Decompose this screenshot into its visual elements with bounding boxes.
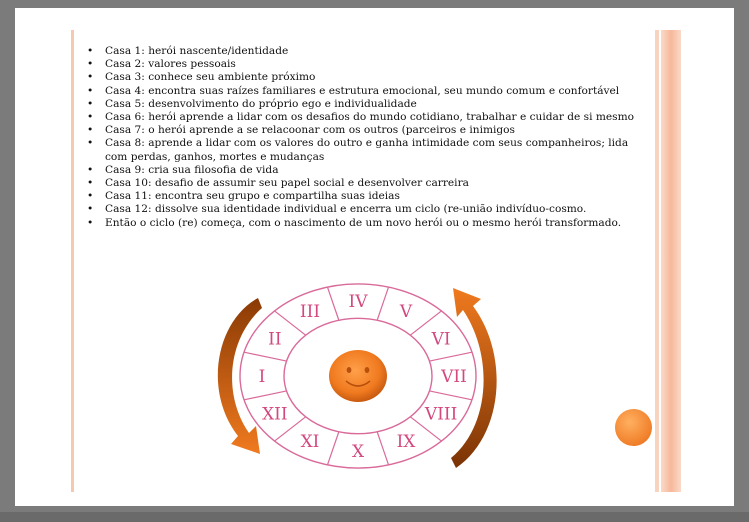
house-numeral: X	[351, 441, 365, 462]
house-list	[87, 45, 647, 230]
house-numeral: VIII	[424, 404, 458, 425]
house-numeral: VII	[441, 367, 467, 387]
list-item: • Casa 6: herói aprende a lidar com os desafios do mundo cotidiano, trabalhar e cuidar de si mesmo	[87, 111, 647, 124]
list-item: • Então o ciclo (re) começa, com o nascimento de um novo herói ou o mesmo herói transformado.	[87, 217, 647, 230]
sun-eye	[347, 367, 352, 373]
house-numeral: IX	[396, 431, 416, 452]
list-item: • Casa 10: desafio de assumir seu papel social e desenvolver carreira	[87, 177, 647, 190]
window-bottom-bar	[0, 512, 749, 522]
sun-face-icon	[329, 350, 387, 402]
house-numeral: II	[268, 329, 282, 350]
house-numeral: IV	[348, 292, 368, 313]
right-accent-stripe	[655, 30, 659, 492]
left-accent-stripe	[71, 30, 74, 492]
list-item: • Casa 12: dissolve sua identidade individual e encerra um ciclo (re-união indivíduo-cosmo.	[87, 203, 647, 216]
house-numeral: I	[258, 367, 266, 387]
house-numeral: VI	[431, 329, 451, 350]
list-item: • Casa 8: aprende a lidar com os valores do outro e ganha intimidade com seus companheiros; lida com perdas, ganhos, mortes e mudanças	[87, 137, 647, 163]
zodiac-wheel-diagram	[198, 276, 518, 476]
house-numeral: XII	[262, 404, 288, 425]
list-item: • Casa 3: conhece seu ambiente próximo	[87, 71, 647, 84]
list-item: • Casa 9: cria sua filosofia de vida	[87, 164, 647, 177]
house-numeral: XI	[300, 431, 320, 452]
list-item: • Casa 1: herói nascente/identidade	[87, 45, 647, 58]
right-accent-stripe-wide	[661, 30, 681, 492]
house-numeral: III	[299, 302, 321, 323]
list-item: • Casa 5: desenvolvimento do próprio ego e individualidade	[87, 98, 647, 111]
list-item: • Casa 11: encontra seu grupo e compartilha suas ideias	[87, 190, 647, 203]
list-item: • Casa 2: valores pessoais	[87, 58, 647, 71]
sun-eye	[365, 367, 370, 373]
orange-decorative-dot	[615, 409, 652, 446]
list-item: • Casa 4: encontra suas raízes familiares e estrutura emocional, seu mundo comum e confortável	[87, 85, 647, 98]
house-wheel	[240, 284, 476, 468]
house-numeral: V	[399, 302, 413, 323]
list-item: • Casa 7: o herói aprende a se relacoonar com os outros (parceiros e inimigos	[87, 124, 647, 137]
